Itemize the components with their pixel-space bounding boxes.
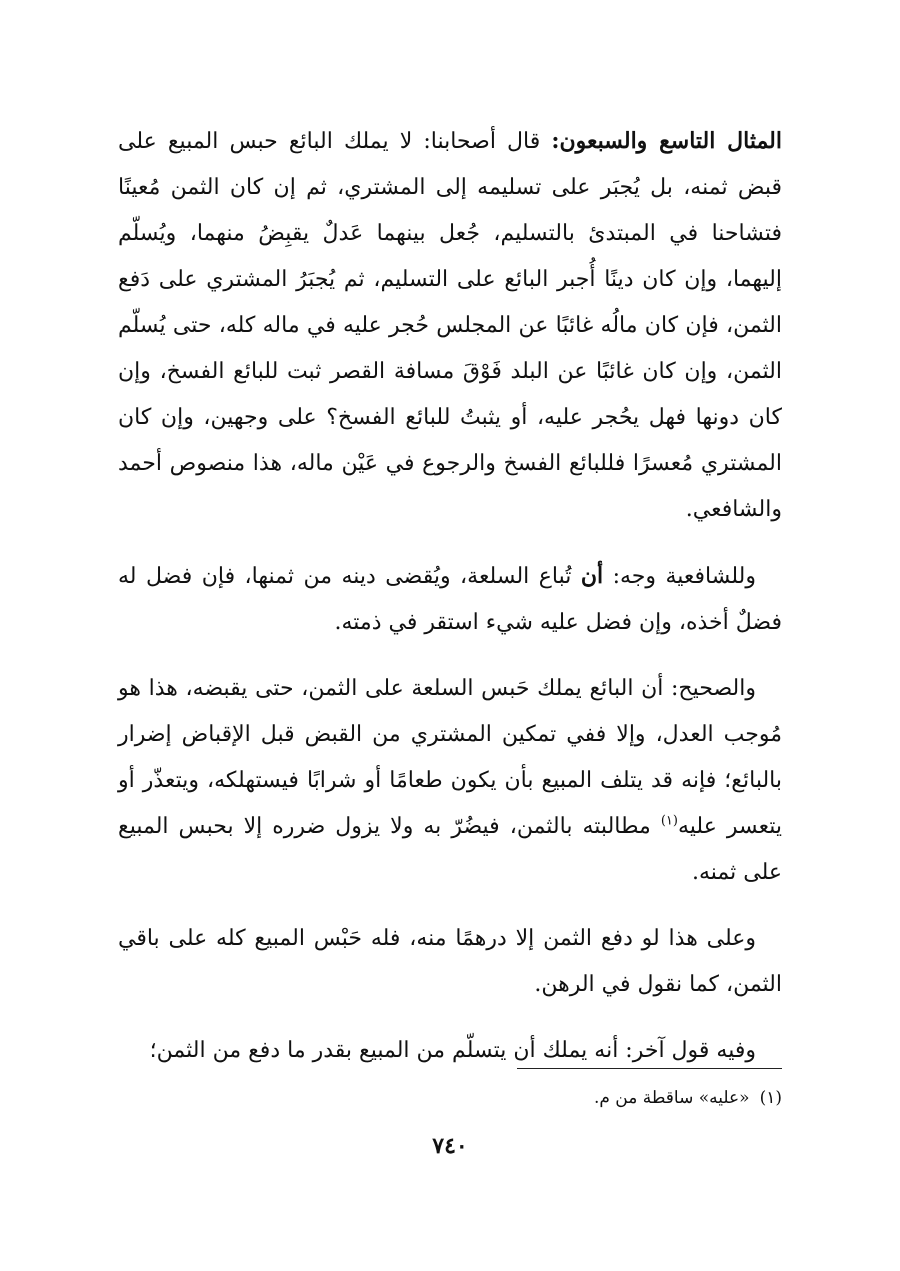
paragraph-3-before: والصحيح: أن البائع يملك حَبس السلعة على الثمن، حتى يقبضه، هذا هو مُوجب العدل، وإلا ففي تمكين المشتري من القبض قبل الإقباض إضرار بالبائع؛ فإنه قد يتلف المبيع بأن يكون طعامًا أو شرابًا فيستهلكه، ويتعذّر أو يتعسر عليه [118, 676, 782, 839]
page-number: ٧٤٠ [432, 1133, 468, 1159]
paragraph-2-bold: أن [580, 563, 604, 589]
paragraph-2-after: تُباع السلعة، ويُقضى دينه من ثمنها، فإن فضل له فضلٌ أخذه، وإن فضل عليه شيء استقر في ذمته. [118, 564, 782, 635]
paragraph-2-before: وللشافعية وجه: [603, 564, 756, 589]
footnote-number: (١) [759, 1088, 782, 1108]
footnote-text: «عليه» ساقطة من م. [593, 1088, 750, 1108]
paragraph-5-text: وفيه قول آخر: أنه يملك أن يتسلّم من المبيع بقدر ما دفع من الثمن؛ [149, 1038, 756, 1063]
example-heading: المثال التاسع والسبعون: [551, 128, 782, 154]
paragraph-4-text: وعلى هذا لو دفع الثمن إلا درهمًا منه، فله حَبْس المبيع كله على باقي الثمن، كما نقول في الرهن. [118, 926, 782, 997]
paragraph-1-text: قال أصحابنا: لا يملك البائع حبس المبيع على قبض ثمنه، بل يُجبَر على تسليمه إلى المشتري، ثم إن كان الثمن مُعينًا فتشاحنا في المبتدئ بالتسليم، جُعل بينهما عَدلٌ يقبِضُ منهما، ويُسلّم إليهما، وإن كان دينًا أُجبر البائع على التسليم، ثم يُجبَرُ المشتري على دَفع الثمن، فإن كان مالُه غائبًا عن المجلس حُجر عليه في ماله كله، حتى يُسلّم الثمن، وإن كان غائبًا عن البلد فَوْقَ مسافة القصر ثبت للبائع الفسخ، وإن كان دونها فهل يحُجر عليه، أو يثبتُ للبائع الفسخ؟ على وجهين، وإن كان المشتري مُعسرًا فللبائع الفسخ والرجوع في عَيْن ماله، هذا منصوص أحمد والشافعي. [118, 129, 782, 522]
footnote-divider [517, 1068, 782, 1069]
footnote-reference[interactable]: (١) [660, 813, 678, 829]
paragraph-1 [118, 118, 782, 533]
paragraph-3 [118, 666, 782, 896]
paragraph-3-after: مطالبته بالثمن، فيضُرّ به ولا يزول ضرره إلا بحبس المبيع على ثمنه. [118, 814, 782, 885]
page-body [118, 118, 782, 1094]
paragraph-4 [118, 916, 782, 1008]
paragraph-2 [118, 553, 782, 646]
footnote [118, 1084, 782, 1112]
